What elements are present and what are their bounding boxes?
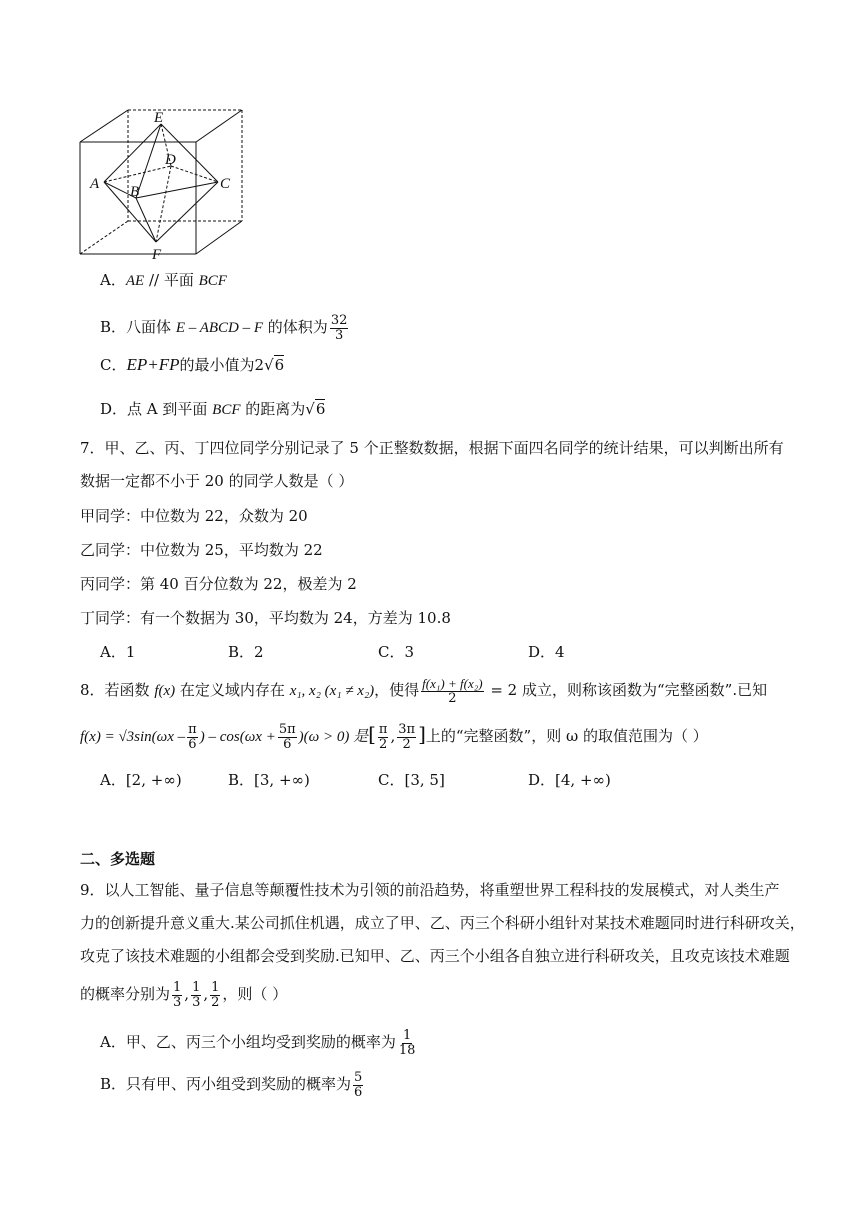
interval-bracket-right: ] bbox=[418, 722, 426, 746]
fraction-5-6: $\frac{5}{6}$ bbox=[354, 1069, 363, 1100]
q7-statement-ding: 丁同学：有一个数据为 30，平均数为 24，方差为 10.8 bbox=[80, 609, 451, 627]
q8-option-c[interactable]: C．[3, 5] bbox=[378, 771, 445, 789]
q6-option-c[interactable]: C．EP+FP的最小值为2√6 bbox=[100, 355, 285, 374]
q9-stem-line4: 的概率分别为 $\frac{1}{3}$ , $\frac{1}{3}$ , $\frac{1}{2}$ ，则（ ） bbox=[80, 979, 288, 1010]
q9-stem-line3: 攻克了该技术难题的小组都会受到奖励.已知甲、乙、丙三个小组各自独立进行科研攻关，且攻克该技术难题 bbox=[80, 947, 790, 965]
fraction-3pi-2: $\frac{3\pi}{2}$ bbox=[398, 721, 416, 752]
q6-option-a[interactable]: A．AE // 平面 BCF bbox=[100, 271, 227, 289]
q8-option-d[interactable]: D．[4, +∞) bbox=[528, 771, 611, 789]
q7-stem-line2: 数据一定都不小于 20 的同学人数是（ ） bbox=[80, 472, 354, 490]
fraction-32-3: $\frac{32}{3}$ bbox=[330, 312, 348, 343]
q9-option-b[interactable]: B．只有甲、丙小组受到奖励的概率为 $\frac{5}{6}$ bbox=[100, 1069, 363, 1100]
q7-option-d[interactable]: D．4 bbox=[528, 643, 565, 661]
q7-statement-yi: 乙同学：中位数为 25，平均数为 22 bbox=[80, 541, 323, 559]
q7-option-c[interactable]: C．3 bbox=[378, 643, 415, 661]
q7-option-a[interactable]: A．1 bbox=[100, 643, 136, 661]
sqrt-symbol: √ bbox=[264, 356, 274, 374]
label-C: C bbox=[220, 176, 231, 192]
q8-stem-line2: f(x) = √3sin(ωx – $\frac{\pi}{6}$ ) – cos(ωx + $\frac{5\pi}{6}$ )(ω > 0) 是[ $\frac{\pi}{2}$ , $\frac{3\pi}{2}$ ]上的“完整函数”，则 ω 的取值范围为（ ） bbox=[80, 721, 708, 752]
label-B: B bbox=[130, 184, 140, 200]
fraction-f-sum: $\frac{\text{f(x₁) + f(x₂)}}{2}$ bbox=[422, 675, 483, 706]
fraction-1-2: $\frac{1}{2}$ bbox=[211, 979, 220, 1010]
q9-stem-line2: 力的创新提升意义重大.某公司抓住机遇，成立了甲、乙、丙三个科研小组针对某技术难题同时进行科研攻关， bbox=[80, 914, 805, 932]
label-A: A bbox=[90, 176, 100, 192]
label-E: E bbox=[154, 110, 164, 126]
fraction-pi-2: $\frac{\pi}{2}$ bbox=[378, 721, 388, 752]
sqrt-symbol: √ bbox=[305, 400, 315, 418]
label-F: F bbox=[152, 247, 162, 263]
q7-statement-bing: 丙同学：第 40 百分位数为 22，极差为 2 bbox=[80, 575, 357, 593]
fraction-1-18: $\frac{1}{18}$ bbox=[398, 1027, 416, 1058]
q7-statement-jia: 甲同学：中位数为 22，众数为 20 bbox=[80, 507, 308, 525]
label-D: D bbox=[165, 152, 176, 168]
section-title-multiple-choice: 二、多选题 bbox=[80, 850, 156, 868]
q6-option-b[interactable]: B．八面体 E – ABCD – F 的体积为 $\frac{32}{3}$ bbox=[100, 312, 348, 343]
octahedron-cube-figure bbox=[76, 106, 248, 264]
q7-option-b[interactable]: B．2 bbox=[228, 643, 264, 661]
interval-bracket-left: [ bbox=[368, 722, 376, 746]
q8-stem-line1: 8．若函数 f(x) 在定义域内存在 x₁, x₂ (x₁ ≠ x₂)，使得 $\frac{\text{f(x₁) + f(x₂)}}{2}$ = 2 成立，则称该函数为“完整函数”.已知 bbox=[80, 675, 768, 706]
q6-option-d[interactable]: D．点 A 到平面 BCF 的距离为√6 bbox=[100, 400, 326, 418]
fraction-pi-6: $\frac{\pi}{6}$ bbox=[188, 721, 197, 752]
q9-stem-line1: 9．以人工智能、量子信息等颠覆性技术为引领的前沿趋势，将重塑世界工程科技的发展模式，对人类生产 bbox=[80, 881, 780, 899]
q7-stem-line1: 7．甲、乙、丙、丁四位同学分别记录了 5 个正整数数据，根据下面四名同学的统计结果，可以判断出所有 bbox=[80, 439, 784, 457]
fraction-1-3-b: $\frac{1}{3}$ bbox=[192, 979, 201, 1010]
fraction-5pi-6: $\frac{5\pi}{6}$ bbox=[278, 721, 296, 752]
fraction-1-3-a: $\frac{1}{3}$ bbox=[173, 979, 182, 1010]
q9-option-a[interactable]: A．甲、乙、丙三个小组均受到奖励的概率为 $\frac{1}{18}$ bbox=[100, 1027, 416, 1058]
q8-option-a[interactable]: A．[2, +∞) bbox=[100, 771, 182, 789]
geometry-diagram bbox=[76, 106, 248, 264]
q8-option-b[interactable]: B．[3, +∞) bbox=[228, 771, 310, 789]
